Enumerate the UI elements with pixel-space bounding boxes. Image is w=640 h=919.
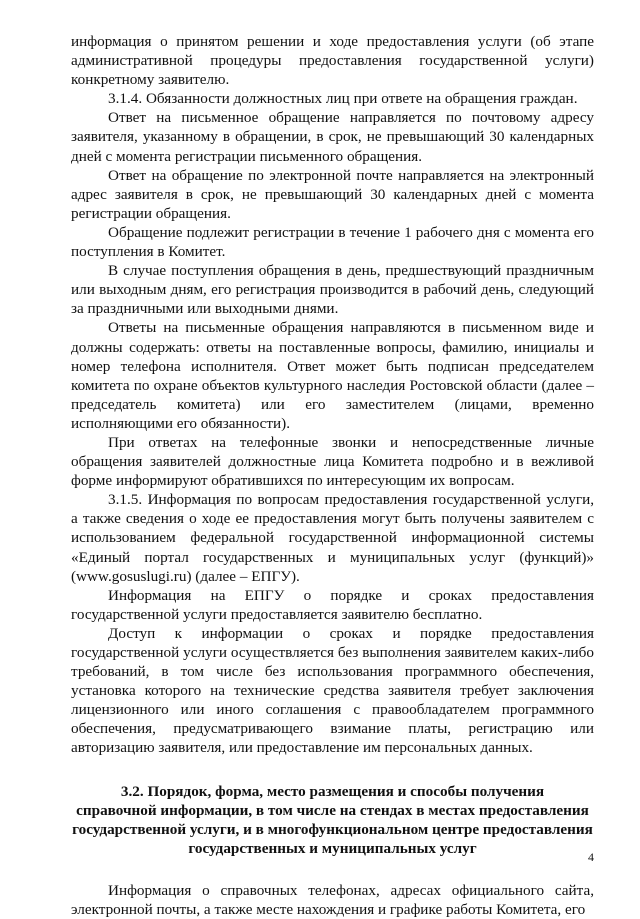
paragraph-9: 3.1.5. Информация по вопросам предоставления государственной услуги, а также сведения о ходе ее предоставления могут быть получены заявителем с использованием федеральной государственной информационной системы «Единый портал государственных и муниципальных услуг (функций)» (www.gosuslugi.ru) (далее – ЕПГУ). — [71, 491, 594, 585]
heading-line-2: справочной информации, в том числе на стендах в местах предоставления — [76, 801, 589, 819]
paragraph-11: Доступ к информации о сроках и порядке предоставления государственной услуги осуществляется без выполнения заявителем каких-либо требований, в том числе без использования программного обеспечения, установка которого на технические средства заявителя требует заключения лицензионного или иного соглашения с правообладателем программного обеспечения, предусматривающего взимание платы, регистрацию или авторизацию заявителя, или предоставление им персональных данных. — [71, 624, 594, 757]
paragraph-8: При ответах на телефонные звонки и непосредственные личные обращения заявителей должностные лица Комитета подробно и в вежливой форме информируют обратившихся по интересующим их вопросам. — [71, 433, 594, 490]
paragraph-5: Обращение подлежит регистрации в течение 1 рабочего дня с момента его поступления в Комитет. — [71, 223, 594, 261]
heading-line-3: государственной услуги, и в многофункциональном центре предоставления — [72, 820, 593, 838]
paragraph-final: Информация о справочных телефонах, адресах официального сайта, электронной почты, а также месте нахождения и графике работы Комитета, его — [71, 881, 594, 919]
page-number: 4 — [588, 850, 594, 864]
paragraph-2: 3.1.4. Обязанности должностных лиц при ответе на обращения граждан. — [108, 90, 578, 108]
heading-line-1: 3.2. Порядок, форма, место размещения и способы получения — [120, 782, 545, 800]
paragraph-7: Ответы на письменные обращения направляются в письменном виде и должны содержать: ответы на поставленные вопросы, фамилию, инициалы и номер телефона исполнителя. Ответ может быть подписан председателем комитета по охране объектов культурного наследия Ростовской области (далее – председатель комитета) или его заместителем (лицами, временно исполняющими его обязанности). — [71, 319, 594, 432]
paragraph-3: Ответ на письменное обращение направляется по почтовому адресу заявителя, указанному в обращении, в срок, не превышающий 30 календарных дней с момента регистрации письменного обращения. — [71, 109, 594, 165]
paragraph-10: Информация на ЕПГУ о порядке и сроках предоставления государственной услуги предоставляется заявителю бесплатно. — [71, 586, 594, 623]
section-heading — [71, 782, 594, 858]
heading-line-4: государственных и муниципальных услуг — [188, 839, 477, 857]
paragraph-4: Ответ на обращение по электронной почте направляется на электронный адрес заявителя в срок, не превышающий 30 календарных дней с момента регистрации обращения. — [71, 166, 594, 222]
paragraph-6: В случае поступления обращения в день, предшествующий праздничным или выходным дням, его регистрация производится в рабочий день, следующий за праздничными или выходными днями. — [71, 262, 594, 318]
paragraph-1: информация о принятом решении и ходе предоставления услуги (об этапе административной процедуры предоставления государственной услуги) конкретному заявителю. — [71, 33, 594, 89]
document-page — [71, 32, 594, 919]
